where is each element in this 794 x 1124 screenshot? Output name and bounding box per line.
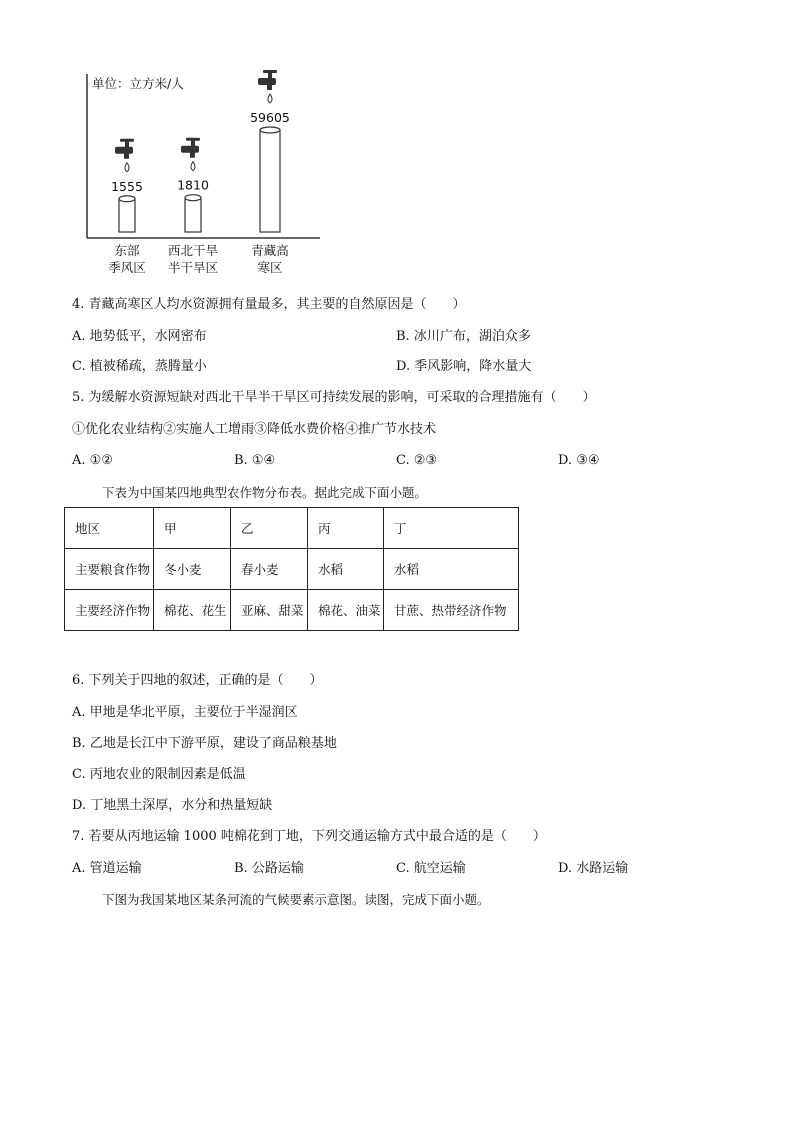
q6-option-c[interactable]: C. 丙地农业的限制因素是低温 <box>72 767 246 782</box>
table-cell: 地区 <box>65 508 154 549</box>
q6-option-a[interactable]: A. 甲地是华北平原，主要位于半湿润区 <box>72 705 298 720</box>
q4-stem: 4. 青藏高寒区人均水资源拥有量最多，其主要的自然原因是（ ） <box>72 297 466 312</box>
value-label: 59605 <box>250 110 290 125</box>
category-label: 寒区 <box>257 260 283 275</box>
q4-option-d[interactable]: D. 季风影响，降水量大 <box>396 359 532 374</box>
cylinder-bar <box>260 130 280 232</box>
water-drop-icon <box>191 162 195 171</box>
q7-option-a[interactable]: A. 管道运输 <box>72 861 142 876</box>
q4-option-c[interactable]: C. 植被稀疏，蒸腾量小 <box>72 359 207 374</box>
table-cell: 乙 <box>231 508 308 549</box>
q5-option-c[interactable]: C. ②③ <box>396 453 438 468</box>
figure-intro: 下图为我国某地区某条河流的气候要素示意图。读图，完成下面小题。 <box>102 892 490 907</box>
table-cell: 冬小麦 <box>154 549 231 590</box>
cylinder-bar <box>119 199 135 232</box>
water-resource-chart <box>60 60 340 280</box>
q5-stem: 5. 为缓解水资源短缺对西北干旱半干旱区可持续发展的影响，可采取的合理措施有（ ） <box>72 390 596 405</box>
q6-stem: 6. 下列关于四地的叙述，正确的是（ ） <box>72 673 323 688</box>
table-intro: 下表为中国某四地典型农作物分布表。据此完成下面小题。 <box>102 485 428 500</box>
category-label: 半干旱区 <box>167 260 219 275</box>
q5-option-a[interactable]: A. ①② <box>72 453 113 468</box>
table-cell: 亚麻、甜菜 <box>231 590 308 631</box>
water-drop-icon <box>268 94 272 103</box>
q5-option-d[interactable]: D. ③④ <box>558 453 600 468</box>
table-cell: 水稻 <box>384 549 519 590</box>
value-label: 1555 <box>111 178 143 194</box>
cylinder-top <box>119 196 135 202</box>
faucet-icon <box>115 139 134 159</box>
q4-option-b[interactable]: B. 冰川广布，湖泊众多 <box>396 329 531 344</box>
table-cell: 丁 <box>384 508 519 549</box>
q7-option-d[interactable]: D. 水路运输 <box>558 861 629 876</box>
q4-option-a[interactable]: A. 地势低平，水网密布 <box>72 329 207 344</box>
unit-label: 单位：立方米/人 <box>92 76 184 91</box>
q5-option-b[interactable]: B. ①④ <box>234 453 276 468</box>
value-label: 1810 <box>177 177 209 193</box>
category-label: 西北干旱 <box>167 243 219 258</box>
table-header-row <box>65 508 519 549</box>
q5-measures: ①优化农业结构②实施人工增雨③降低水费价格④推广节水技术 <box>72 422 437 437</box>
table-cell: 主要经济作物 <box>65 590 154 631</box>
cylinder-top <box>185 195 201 201</box>
faucet-icon <box>181 138 200 158</box>
q7-option-b[interactable]: B. 公路运输 <box>234 861 304 876</box>
water-drop-icon <box>125 163 129 172</box>
table-cell: 甘蔗、热带经济作物 <box>384 590 519 631</box>
table-cell: 棉花、油菜 <box>308 590 384 631</box>
table-cell: 甲 <box>154 508 231 549</box>
table-cell: 春小麦 <box>231 549 308 590</box>
category-label: 青藏高 <box>251 243 289 258</box>
table-row <box>65 549 519 590</box>
category-label: 东部 <box>114 243 140 258</box>
cylinder-top <box>260 127 280 133</box>
q7-stem: 7. 若要从丙地运输 1000 吨棉花到丁地，下列交通运输方式中最合适的是（ ） <box>72 829 546 844</box>
table-cell: 丙 <box>308 508 384 549</box>
q7-option-c[interactable]: C. 航空运输 <box>396 861 466 876</box>
category-label: 季风区 <box>108 260 146 275</box>
q6-option-b[interactable]: B. 乙地是长江中下游平原，建设了商品粮基地 <box>72 736 337 751</box>
faucet-icon <box>258 70 277 90</box>
table-row <box>65 590 519 631</box>
crop-distribution-table <box>64 507 519 631</box>
table-cell: 主要粮食作物 <box>65 549 154 590</box>
q6-option-d[interactable]: D. 丁地黑土深厚，水分和热量短缺 <box>72 798 273 813</box>
table-cell: 棉花、花生 <box>154 590 231 631</box>
cylinder-bar <box>185 198 201 232</box>
table-cell: 水稻 <box>308 549 384 590</box>
